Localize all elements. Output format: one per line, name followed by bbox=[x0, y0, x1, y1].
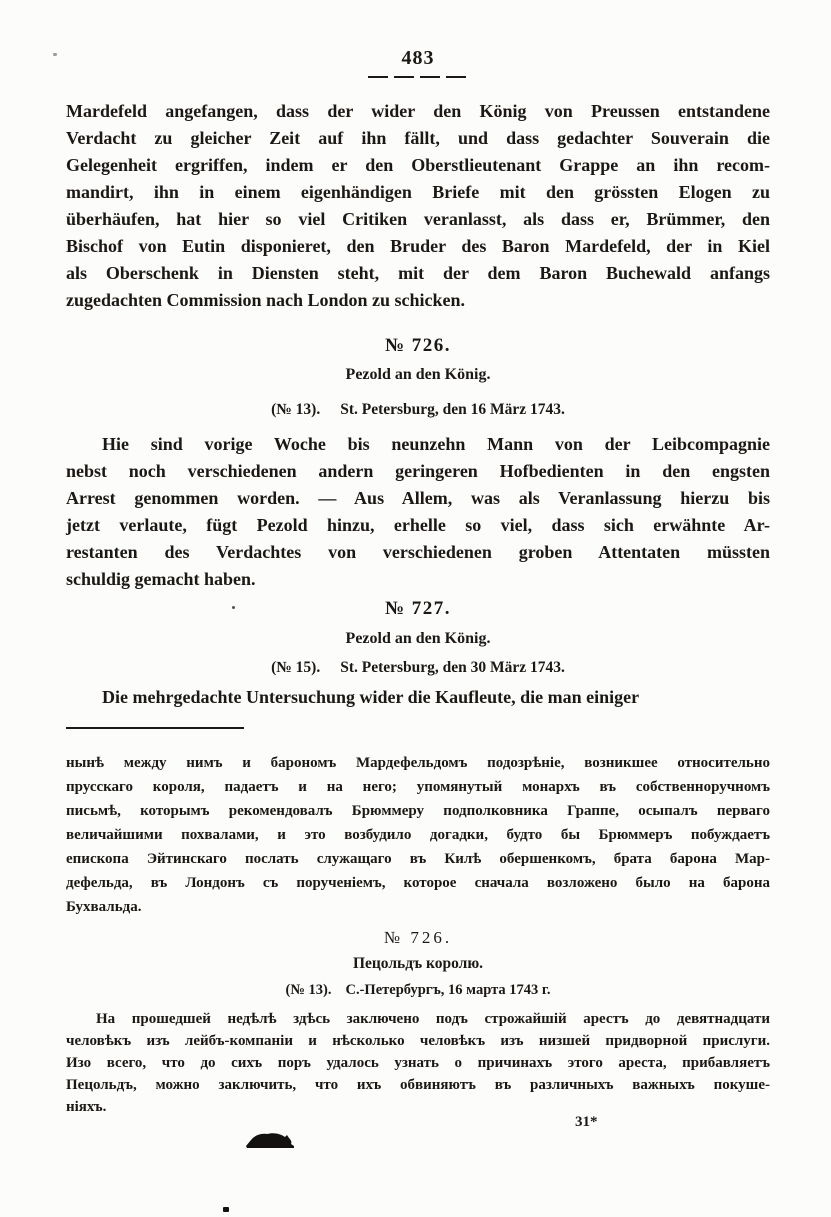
russian-entry-726-place-date: С.-Петербургъ, 16 марта 1743 г. bbox=[345, 982, 551, 998]
paper-speck bbox=[232, 606, 235, 609]
text-line: Пецольдъ, можно заключить, что ихъ обвиняютъ въ различныхъ важныхъ покуше- bbox=[66, 1077, 770, 1093]
text-line: Изо всего, что до сихъ поръ удалось узнать о причинахъ этого ареста, прибавляетъ bbox=[66, 1055, 770, 1071]
russian-footnote-continuation bbox=[66, 751, 770, 919]
text-line: als Oberschenk in Diensten steht, mit der dem Baron Buchewald anfangs bbox=[66, 263, 770, 283]
text-line: Hie sind vorige Woche bis neunzehn Mann von der Leibcompagnie bbox=[102, 434, 770, 454]
entry-726-dispatch-number: (№ 13). bbox=[271, 401, 321, 418]
text-line: Arrest genommen worden. — Aus Allem, was als Veranlassung hierzu bis bbox=[66, 488, 770, 508]
russian-entry-726-dispatch-number: (№ 13). bbox=[285, 982, 332, 998]
paper-speck bbox=[53, 53, 57, 56]
footnote-separator-rule bbox=[66, 727, 244, 729]
text-line: Die mehrgedachte Untersuchung wider die Kaufleute, die man einiger bbox=[102, 687, 640, 707]
russian-entry-726-number-heading: № 726. bbox=[383, 928, 453, 947]
entry-727-place-date: St. Petersburg, den 30 März 1743. bbox=[340, 659, 565, 676]
page-number-rule bbox=[368, 76, 468, 78]
entry-727-paragraph bbox=[66, 684, 770, 711]
text-line: величайшими похвалами, и это возбудило догадки, будто бы Брюммеръ побуждаетъ bbox=[66, 827, 770, 843]
entry-726-place-date: St. Petersburg, den 16 März 1743. bbox=[340, 401, 565, 418]
signature-mark: 31* bbox=[575, 1114, 598, 1130]
entry-727-number-heading: № 727. bbox=[384, 598, 452, 619]
text-line: überhäufen, hat hier so viel Critiken veranlasst, als dass er, Brümmer, den bbox=[66, 209, 770, 229]
ink-blot bbox=[244, 1131, 296, 1155]
text-line: mandirt, ihn in einem eigenhändigen Briefe mit den grössten Elogen zu bbox=[66, 182, 770, 202]
text-line: дефельда, въ Лондонъ съ порученіемъ, которое сначала возложено было на барона bbox=[66, 875, 770, 891]
text-line: schuldig gemacht haben. bbox=[66, 569, 256, 589]
text-line: епископа Эйтинскаго послать служащаго въ Килѣ обершенкомъ, брата барона Мар- bbox=[66, 851, 770, 867]
text-line: Mardefeld angefangen, dass der wider den König von Preussen entstandene bbox=[66, 101, 770, 121]
entry-726-number-heading: № 726. bbox=[384, 335, 452, 356]
entry-727-title: Pezold an den König. bbox=[345, 630, 491, 647]
entry-726-dateline bbox=[66, 400, 770, 420]
entry-726-paragraph bbox=[66, 431, 770, 593]
russian-entry-726-title: Пецольдъ королю. bbox=[352, 955, 484, 972]
german-paragraph-continuation bbox=[66, 98, 770, 314]
text-line: Verdacht zu gleicher Zeit auf ihn fällt, und dass gedachter Souverain die bbox=[66, 128, 770, 148]
text-line: нынѣ между нимъ и барономъ Мардефельдомъ подозрѣніе, возникшее относительно bbox=[66, 755, 770, 771]
text-line: человѣкъ изъ лейбъ-компаніи и нѣсколько человѣкъ изъ низшей придворной прислуги. bbox=[66, 1033, 770, 1049]
text-line: restanten des Verdachtes von verschiedenen groben Attentaten müssten bbox=[66, 542, 770, 562]
text-line: письмѣ, которымъ рекомендовалъ Брюммеру подполковника Граппе, осыпалъ перваго bbox=[66, 803, 770, 819]
entry-726-title: Pezold an den König. bbox=[345, 366, 491, 383]
text-line: nebst noch verschiedenen andern geringeren Hofbedienten in den engsten bbox=[66, 461, 770, 481]
ink-dot bbox=[223, 1207, 229, 1212]
text-line: прусскаго короля, падаетъ и на него; упомянутый монархъ въ собственноручномъ bbox=[66, 779, 770, 795]
entry-727-dateline bbox=[66, 658, 770, 678]
text-line: Бухвальда. bbox=[66, 899, 142, 915]
text-line: zugedachten Commission nach London zu schicken. bbox=[66, 290, 466, 310]
entry-727-dispatch-number: (№ 15). bbox=[271, 659, 321, 676]
text-line: ніяхъ. bbox=[66, 1099, 107, 1115]
russian-entry-726-dateline bbox=[66, 981, 770, 999]
text-line: На прошедшей недѣлѣ здѣсь заключено подъ строжайшій арестъ до девятнадцати bbox=[96, 1011, 770, 1027]
text-line: Gelegenheit ergriffen, indem er den Oberstlieutenant Grappe an ihn recom- bbox=[66, 155, 770, 175]
text-line: Bischof von Eutin disponieret, den Bruder des Baron Mardefeld, der in Kiel bbox=[66, 236, 770, 256]
text-line: jetzt verlaute, fügt Pezold hinzu, erhelle so viel, dass sich erwähnte Ar- bbox=[66, 515, 770, 535]
russian-entry-726-paragraph bbox=[66, 1008, 770, 1118]
page-number: 483 bbox=[401, 47, 435, 69]
